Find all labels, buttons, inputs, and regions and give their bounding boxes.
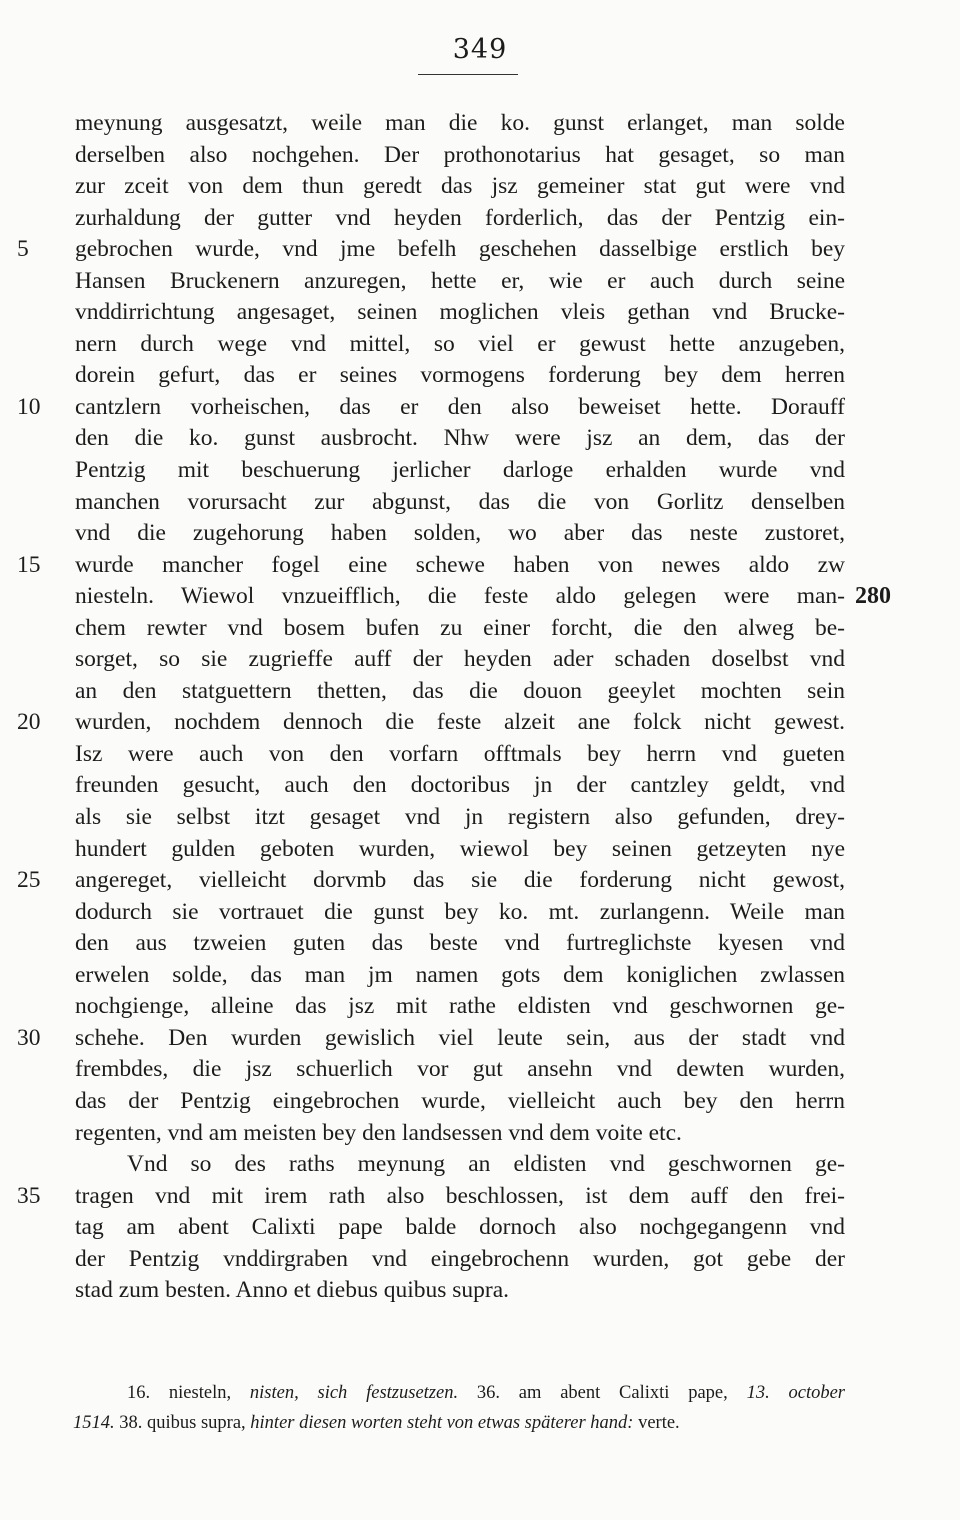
footnote-line	[75, 1378, 845, 1408]
footnote-run: verte.	[633, 1413, 680, 1433]
line-text: wurden, nochdem dennoch die feste alzeit ane folck nicht gewest.	[75, 709, 845, 736]
text-line	[75, 140, 845, 172]
text-line	[75, 1212, 845, 1244]
line-number: 5	[17, 236, 29, 263]
page-number-rule	[418, 74, 518, 75]
footnote-run: hinter diesen worten steht von etwas späterer hand:	[250, 1413, 634, 1433]
text-line	[17, 392, 845, 424]
text-line	[75, 834, 845, 866]
line-text: dodurch sie vortrauet die gunst bey ko. mt. zurlangenn. Weile man	[75, 898, 845, 925]
line-number: 25	[17, 867, 41, 894]
line-text: stad zum besten. Anno et diebus quibus supra.	[75, 1277, 510, 1304]
footnotes	[75, 1378, 845, 1438]
line-text: wurde mancher fogel eine schewe haben von newes aldo zw	[75, 551, 845, 578]
text-line	[75, 455, 845, 487]
text-line	[75, 770, 845, 802]
text-line	[75, 802, 845, 834]
text-line	[17, 865, 845, 897]
line-text: vnddirrichtung angesaget, seinen moglichen vleis gethan vnd Brucke-	[75, 299, 845, 326]
line-text: derselben also nochgehen. Der prothonotarius hat gesaget, so man	[75, 141, 845, 168]
text-line	[75, 1149, 845, 1181]
line-text: sorget, so sie zugrieffe auff der heyden ader schaden doselbst vnd	[75, 646, 845, 673]
text-line	[75, 960, 845, 992]
line-text: den aus tzweien guten das beste vnd furtreglichste kyesen vnd	[75, 930, 845, 957]
line-text: schehe. Den wurden gewislich viel leute sein, aus der stadt vnd	[75, 1024, 845, 1051]
footnote-run: 1514.	[73, 1413, 115, 1433]
text-line	[75, 518, 845, 550]
text-line	[75, 1244, 845, 1276]
line-text: den die ko. gunst ausbrocht. Nhw were jsz an dem, das der	[75, 425, 845, 452]
line-text: Vnd so des raths meynung an eldisten vnd geschwornen ge-	[127, 1151, 845, 1178]
text-line	[75, 171, 845, 203]
line-text: Isz were auch von den vorfarn offtmals bey herrn vnd gueten	[75, 740, 845, 767]
line-text: angereget, vielleicht dorvmb das sie die forderung nicht gewost,	[75, 867, 845, 894]
body-text	[17, 108, 891, 1307]
line-text: regenten, vnd am meisten bey den landsessen vnd dem voite etc.	[75, 1119, 682, 1146]
text-line	[17, 707, 845, 739]
text-line	[75, 203, 845, 235]
line-text: zur zceit von dem thun geredt das jsz gemeiner stat gut were vnd	[75, 173, 845, 200]
line-text: an den statguettern thetten, das die douon geeylet mochten sein	[75, 677, 845, 704]
text-line	[17, 1023, 845, 1055]
line-text: erwelen solde, das man jm namen gots dem koniglichen zwlassen	[75, 961, 845, 988]
text-line	[17, 234, 845, 266]
line-number: 30	[17, 1024, 41, 1051]
text-line	[75, 266, 845, 298]
margin-page-reference: 280	[855, 583, 891, 610]
footnote-line	[73, 1408, 845, 1438]
line-text: chem rewter vnd bosem bufen zu einer forcht, die den alweg be-	[75, 614, 845, 641]
line-text: zurhaldung der gutter vnd heyden forderlich, das der Pentzig ein-	[75, 204, 845, 231]
line-text: das der Pentzig eingebrochen wurde, vielleicht auch bey den herrn	[75, 1087, 845, 1114]
line-text: Hansen Bruckenern anzuregen, hette er, wie er auch durch seine	[75, 267, 845, 294]
page-number: 349	[452, 34, 508, 65]
line-number: 20	[17, 709, 41, 736]
line-text: niesteln. Wiewol vnzueifflich, die feste aldo gelegen were man-	[75, 583, 845, 610]
text-line	[75, 487, 845, 519]
text-line	[75, 360, 845, 392]
line-text: dorein gefurt, das er seines vormogens forderung bey dem herren	[75, 362, 845, 389]
text-line	[75, 581, 891, 613]
text-line	[75, 928, 845, 960]
line-text: nern durch wege vnd mittel, so viel er gewust hette anzugeben,	[75, 330, 845, 357]
line-text: frembdes, die jsz schuerlich vor gut ansehn vnd dewten wurden,	[75, 1056, 845, 1083]
text-line	[75, 644, 845, 676]
line-text: gebrochen wurde, vnd jme befelh geschehen dasselbige erstlich bey	[75, 236, 845, 263]
line-text: als sie selbst itzt gesaget vnd jn registern also gefunden, drey-	[75, 804, 845, 831]
text-line	[75, 329, 845, 361]
text-line	[75, 613, 845, 645]
text-line	[75, 897, 845, 929]
line-text: manchen vorursacht zur abgunst, das die von Gorlitz denselben	[75, 488, 845, 515]
line-number: 10	[17, 393, 41, 420]
text-line	[75, 1118, 845, 1150]
text-line	[75, 1086, 845, 1118]
footnote-run: 16. niesteln,	[127, 1383, 250, 1403]
footnote-run: 38. quibus supra,	[114, 1413, 251, 1433]
line-number: 35	[17, 1182, 41, 1209]
line-text: nochgienge, alleine das jsz mit rathe eldisten vnd geschwornen ge-	[75, 993, 845, 1020]
text-line	[17, 550, 845, 582]
line-text: meynung ausgesatzt, weile man die ko. gunst erlanget, man solde	[75, 110, 845, 136]
text-line	[75, 423, 845, 455]
text-line	[75, 1275, 845, 1307]
footnote-run: 13. october	[746, 1383, 845, 1403]
line-text: tragen vnd mit irem rath also beschlossen, ist dem auff den frei-	[75, 1182, 845, 1209]
line-text: der Pentzig vnddirgraben vnd eingebrochenn wurden, got gebe der	[75, 1245, 845, 1272]
text-line	[75, 297, 845, 329]
line-text: freunden gesucht, auch den doctoribus jn der cantzley geldt, vnd	[75, 772, 845, 799]
footnote-run: nisten, sich festzusetzen.	[249, 1383, 459, 1403]
line-text: tag am abent Calixti pape balde dornoch also nochgegangenn vnd	[75, 1214, 845, 1241]
text-line	[75, 108, 845, 140]
text-line	[75, 991, 845, 1023]
footnote-run: 36. am abent Calixti pape,	[458, 1383, 747, 1403]
line-text: hundert gulden geboten wurden, wiewol bey seinen getzeyten nye	[75, 835, 845, 862]
text-line	[75, 739, 845, 771]
line-text: Pentzig mit beschuerung jerlicher darloge erhalden wurde vnd	[75, 457, 845, 484]
text-line	[17, 1181, 845, 1213]
text-line	[75, 676, 845, 708]
text-line	[75, 1054, 845, 1086]
line-number: 15	[17, 551, 41, 578]
line-text: vnd die zugehorung haben solden, wo aber das neste zustoret,	[75, 520, 845, 547]
line-text: cantzlern vorheischen, das er den also beweiset hette. Dorauff	[75, 393, 845, 420]
